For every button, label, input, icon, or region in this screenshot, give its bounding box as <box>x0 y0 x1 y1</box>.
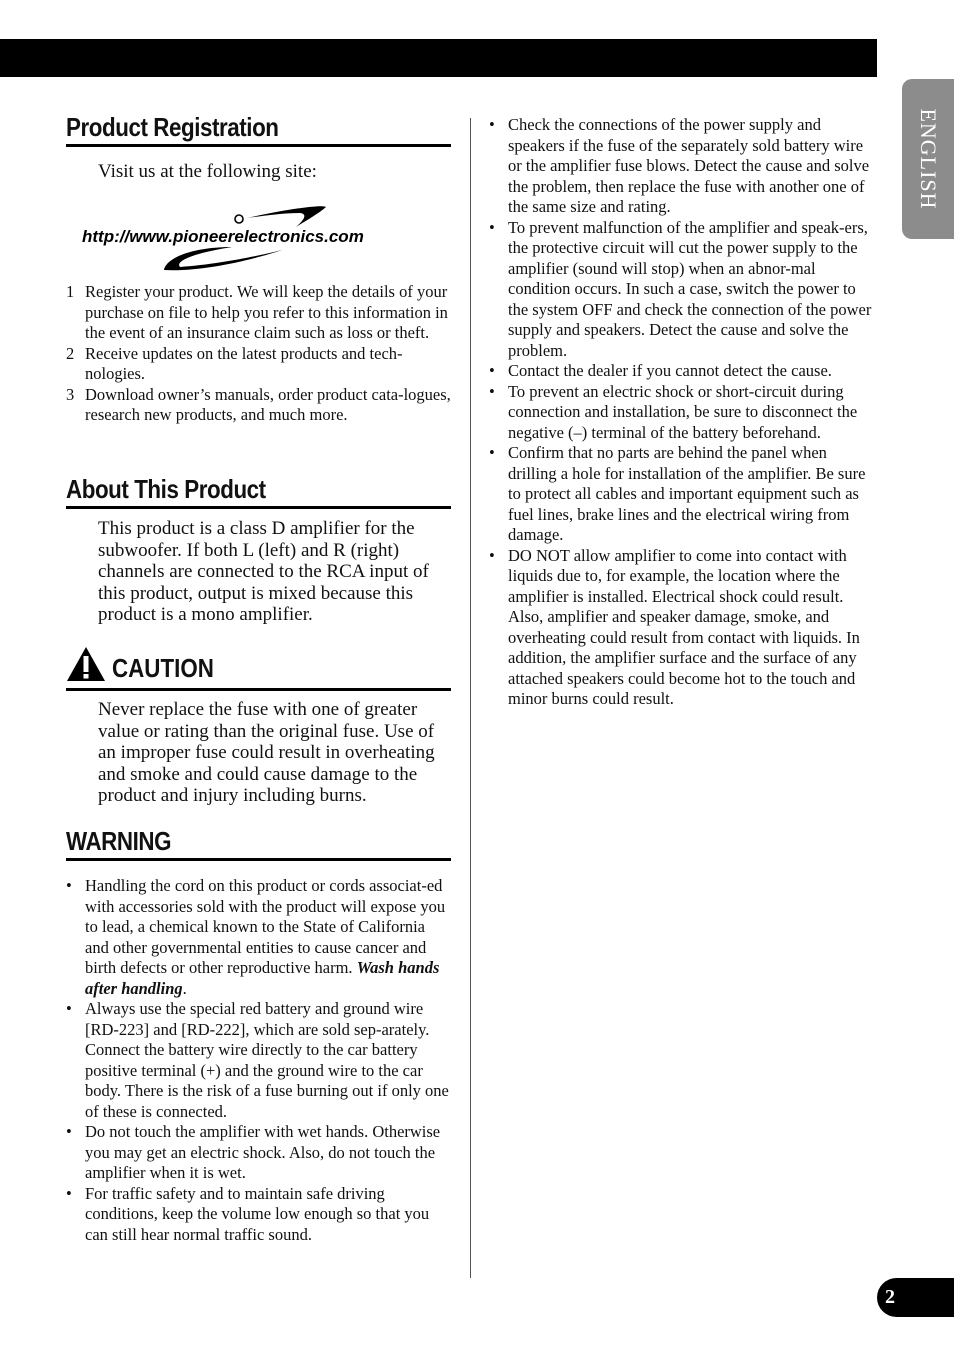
list-item: 3 Download owner’s manuals, order product cata-logues, research new products, and much more. <box>66 384 451 424</box>
website-url-link[interactable]: http://www.pioneerelectronics.com <box>82 227 364 246</box>
warning-list <box>66 876 452 1245</box>
caution-text: Never replace the fuse with one of greater value or rating than the original fuse. Use of an improper fuse could result in overheating and smoke and could cause damage to the product and injury including burns. <box>98 699 435 807</box>
list-item: • For traffic safety and to maintain safe driving conditions, keep the volume low enough so that you can still hear normal traffic sound. <box>66 1184 452 1246</box>
pioneer-url-logo <box>82 200 442 276</box>
page-number: 2 <box>877 1278 954 1317</box>
list-item: • Handling the cord on this product or cords associat-ed with accessories sold with the product will expose you to lead, a chemical known to the State of California and other governmental entities to cause cancer and birth defects or other reproductive harm. Wash hands after handling. <box>66 876 452 999</box>
list-item: 1 Register your product. We will keep the details of your purchase on file to help you refer to this information in the event of an insurance claim such as loss or theft. <box>66 282 448 342</box>
list-item: • To prevent an electric shock or short-circuit during connection and installation, be sure to disconnect the negative (–) terminal of the battery beforehand. <box>489 382 874 444</box>
header-bar <box>0 39 877 77</box>
about-product-heading: About This Product <box>66 474 451 509</box>
list-item: • Confirm that no parts are behind the panel when drilling a hole for installation of the amplifier. Be sure to protect all cables and important equipment such as fuel lines, brake lines and the electrical wiring from damage. <box>489 443 874 546</box>
registration-intro: Visit us at the following site: <box>98 161 317 182</box>
precautions-list <box>489 115 874 710</box>
language-tab <box>902 79 954 239</box>
language-tab-label: ENGLISH <box>916 108 941 210</box>
warning-heading: WARNING <box>66 826 451 861</box>
list-item: • Contact the dealer if you cannot detect the cause. <box>489 361 874 382</box>
list-item: • DO NOT allow amplifier to come into contact with liquids due to, for example, the location where the amplifier is installed. Electrical shock could result. Also, amplifier and speaker damage, smoke, and overheating could result from contact with liquids. In addition, the amplifier surface and the surface of any attached speakers could become hot to the touch and minor burns could result. <box>489 546 874 710</box>
list-item: 2 Receive updates on the latest products and tech-nologies. <box>66 343 403 383</box>
caution-heading: CAUTION <box>66 645 451 691</box>
list-item: • Check the connections of the power supply and speakers if the fuse of the separately sold battery wire or the amplifier fuse blows. Detect the cause and solve the problem, then replace the fuse with another one of the same size and rating. <box>489 115 874 218</box>
list-item: • Do not touch the amplifier with wet hands. Otherwise you may get an electric shock. Also, do not touch the amplifier when it is wet. <box>66 1122 452 1184</box>
list-item: • Always use the special red battery and ground wire [RD-223] and [RD-222], which are sold sep-arately. Connect the battery wire directly to the car battery positive terminal (+) and the ground wire to the car body. There is the risk of a fuse burning out if only one of these is connected. <box>66 999 452 1122</box>
registration-benefits-list <box>66 282 452 426</box>
list-item: • To prevent malfunction of the amplifier and speak-ers, the protective circuit will cut the power supply to the amplifier (sound will stop) when an abnor-mal condition occurs. In such a case, switch the power to the system OFF and check the connection of the power supply and speakers. Detect the cause and solve the problem. <box>489 218 874 362</box>
column-divider <box>470 118 471 1278</box>
product-registration-heading: Product Registration <box>66 112 451 147</box>
about-product-text: This product is a class D amplifier for the subwoofer. If both L (left) and R (right) channels are connected to the RCA input of this product, output is mixed because this product is a mono amplifier. <box>98 518 429 626</box>
warning-triangle-icon <box>66 645 106 685</box>
